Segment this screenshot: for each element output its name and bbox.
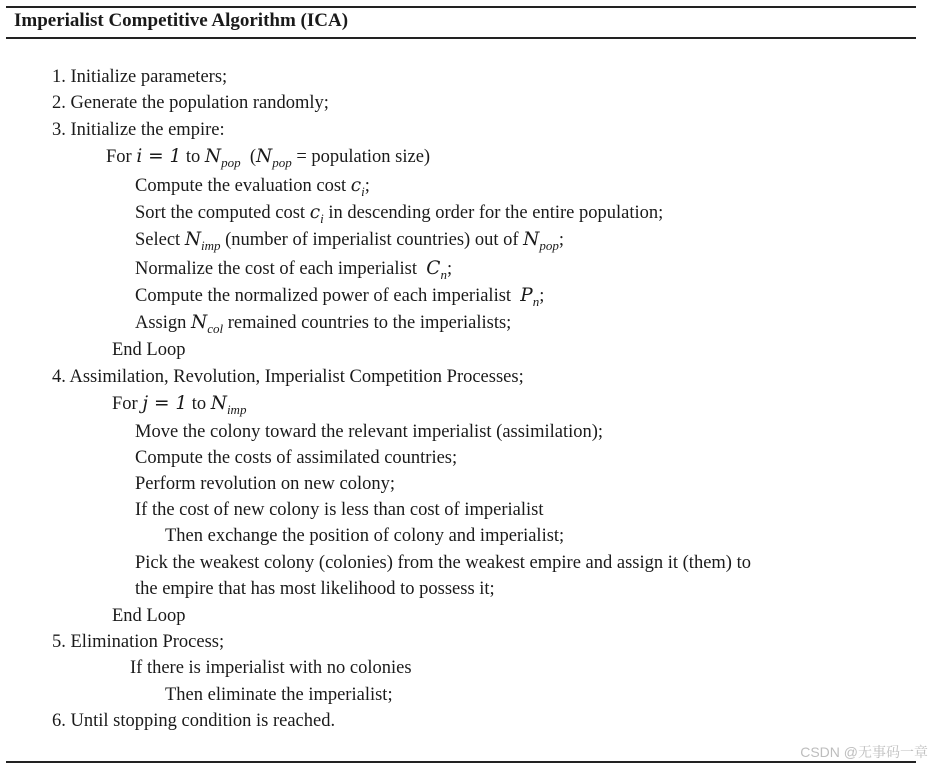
revolution-line: Perform revolution on new colony; [135, 474, 395, 494]
step-4-line: 4. Assimilation, Revolution, Imperialist Competition Processes; [52, 367, 524, 387]
compute-assimilated-costs-line: Compute the costs of assimilated countries; [135, 448, 458, 468]
for-j-loop-line: For j = 1 to $N_{imp}$ [112, 393, 247, 417]
step-5-line: 5. Elimination Process; [52, 632, 225, 652]
table-header-rule [6, 37, 916, 39]
empire-likelihood-line: the empire that has most likelihood to possess it; [135, 579, 495, 599]
assign-colonies-line: Assign $N_{col}$ remained countries to the imperialists; [135, 312, 512, 336]
end-loop-2-line: End Loop [112, 606, 186, 626]
normalize-cost-line: Normalize the cost of each imperialist $C_n$; [135, 258, 453, 282]
step-3-line: 3. Initialize the empire: [52, 120, 225, 140]
end-loop-1-line: End Loop [112, 340, 186, 360]
csdn-watermark: CSDN @无事码一章 [800, 744, 928, 760]
table-top-rule [6, 6, 916, 8]
pick-weakest-line: Pick the weakest colony (colonies) from the weakest empire and assign it (them) to [135, 553, 751, 573]
loop-j-expression: j = 1 [142, 393, 188, 414]
step-1-line: 1. Initialize parameters; [52, 67, 228, 87]
if-no-colonies-line: If there is imperialist with no colonies [130, 658, 412, 678]
compute-cost-line: Compute the evaluation cost $c_i$; [135, 175, 370, 199]
exchange-position-line: Then exchange the position of colony and imperialist; [165, 526, 565, 546]
table-bottom-rule [6, 761, 916, 763]
sort-cost-line: Sort the computed cost $c_i$ in descending order for the entire population; [135, 202, 664, 226]
compute-power-line: Compute the normalized power of each imperialist $P_n$; [135, 285, 545, 309]
if-cost-line: If the cost of new colony is less than cost of imperialist [135, 500, 544, 520]
select-imperialists-line: Select $N_{imp}$ (number of imperialist countries) out of $N_{pop}$; [135, 229, 564, 253]
loop-i-expression: i = 1 [136, 146, 182, 167]
for-i-loop-line: For i = 1 to $N_{pop}$ ($N_{pop}$ = population size) [106, 146, 431, 170]
eliminate-imperialist-line: Then eliminate the imperialist; [165, 685, 393, 705]
algorithm-title: Imperialist Competitive Algorithm (ICA) [14, 10, 349, 31]
step-6-line: 6. Until stopping condition is reached. [52, 711, 336, 731]
step-2-line: 2. Generate the population randomly; [52, 93, 329, 113]
assimilation-line: Move the colony toward the relevant imperialist (assimilation); [135, 422, 604, 442]
